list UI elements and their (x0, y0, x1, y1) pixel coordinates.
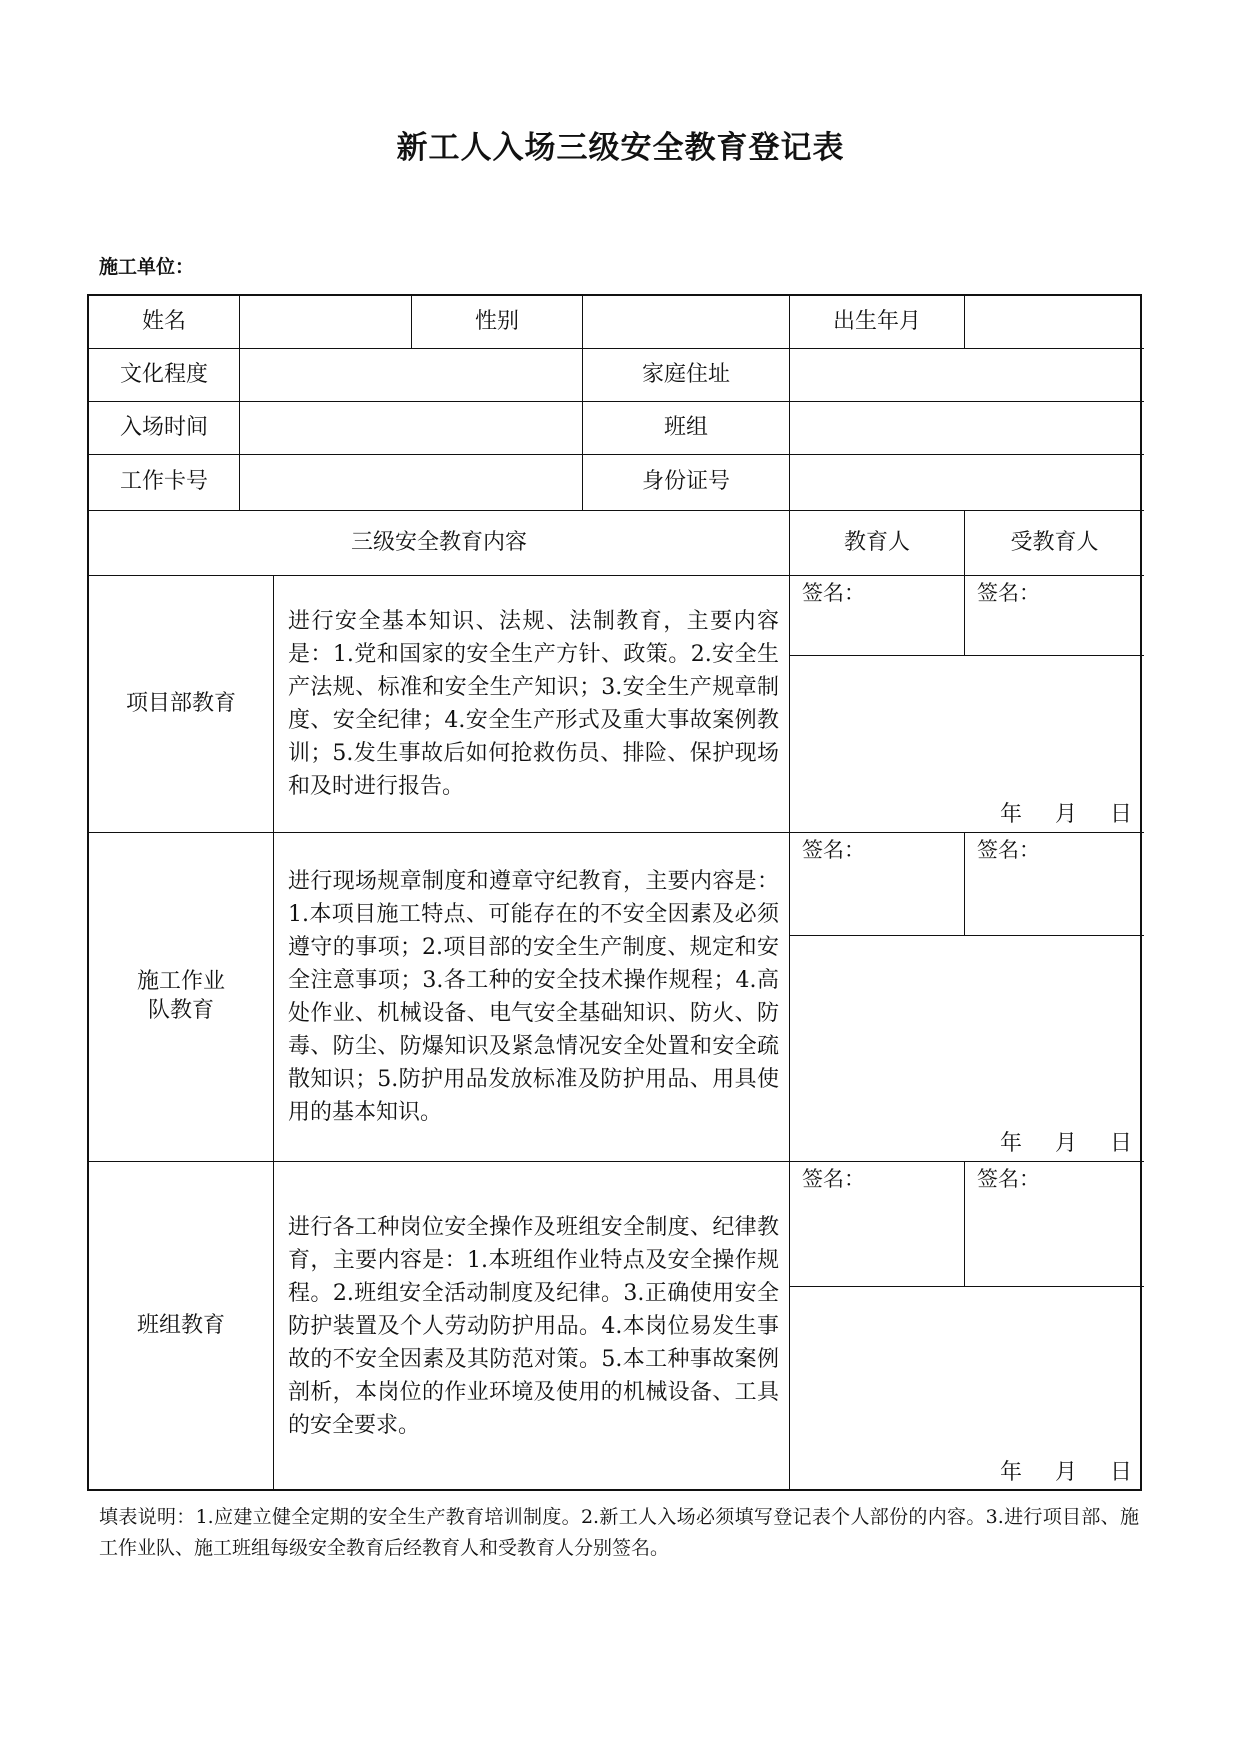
entry-time-field[interactable] (240, 402, 583, 455)
education-label: 文化程度 (89, 349, 240, 402)
birth-field[interactable] (965, 296, 1144, 349)
educatee-sign[interactable]: 签名： (965, 1162, 1144, 1287)
section-name: 施工作业队教育 (89, 833, 274, 1162)
team-label: 班组 (583, 402, 790, 455)
id-no-field[interactable] (790, 455, 1144, 511)
sign-date[interactable]: 年 月 日 (790, 936, 1144, 1162)
address-label: 家庭住址 (583, 349, 790, 402)
card-no-field[interactable] (240, 455, 583, 511)
educatee-sign[interactable]: 签名： (965, 833, 1144, 936)
content-header: 三级安全教育内容 (89, 511, 790, 576)
team-field[interactable] (790, 402, 1144, 455)
sign-date[interactable]: 年 月 日 (790, 656, 1144, 833)
entry-time-label: 入场时间 (89, 402, 240, 455)
gender-label: 性别 (412, 296, 583, 349)
section-content: 进行现场规章制度和遵章守纪教育，主要内容是：1.本项目施工特点、可能存在的不安全因素及必须遵守的事项；2.项目部的安全生产制度、规定和安全注意事项；3.各工种的安全技术操作规程；4.高处作业、机械设备、电气安全基础知识、防火、防毒、防尘、防爆知识及紧急情况安全处置和安全疏散知识；5.防护用品发放标准及防护用品、用具使用的基本知识。 (274, 833, 790, 1162)
educatee-sign[interactable]: 签名： (965, 576, 1144, 656)
fill-instructions: 填表说明：1.应建立健全定期的安全生产教育培训制度。2.新工人入场必须填写登记表个人部份的内容。3.进行项目部、施工作业队、施工班组每级安全教育后经教育人和受教育人分别签名。 (99, 1506, 1139, 1559)
sign-date[interactable]: 年 月 日 (1000, 1460, 1132, 1486)
name-field[interactable] (240, 296, 412, 349)
card-no-label: 工作卡号 (89, 455, 240, 511)
section-name: 班组教育 (89, 1162, 274, 1490)
page-title: 新工人入场三级安全教育登记表 (396, 130, 845, 166)
id-no-label: 身份证号 (583, 455, 790, 511)
registration-table (87, 294, 1142, 1491)
address-field[interactable] (790, 349, 1144, 402)
educator-header: 教育人 (790, 511, 965, 576)
section-name: 项目部教育 (89, 576, 274, 833)
education-field[interactable] (240, 349, 583, 402)
section-content: 进行各工种岗位安全操作及班组安全制度、纪律教育，主要内容是：1.本班组作业特点及安全操作规程。2.班组安全活动制度及纪律。3.正确使用安全防护装置及个人劳动防护用品。4.本岗位易发生事故的不安全因素及其防范对策。5.本工种事故案例剖析，本岗位的作业环境及使用的机械设备、工具的安全要求。 (274, 1162, 790, 1490)
birth-label: 出生年月 (790, 296, 965, 349)
educator-sign[interactable]: 签名： (790, 1162, 965, 1287)
educator-sign[interactable]: 签名： (790, 833, 965, 936)
section-content: 进行安全基本知识、法规、法制教育，主要内容是：1.党和国家的安全生产方针、政策。2.安全生产法规、标准和安全生产知识；3.安全生产规章制度、安全纪律；4.安全生产形式及重大事故案例教训；5.发生事故后如何抢救伤员、排险、保护现场和及时进行报告。 (274, 576, 790, 833)
educatee-header: 受教育人 (965, 511, 1144, 576)
educator-sign[interactable]: 签名： (790, 576, 965, 656)
name-label: 姓名 (89, 296, 240, 349)
construction-unit-label: 施工单位： (99, 256, 195, 278)
gender-field[interactable] (583, 296, 790, 349)
